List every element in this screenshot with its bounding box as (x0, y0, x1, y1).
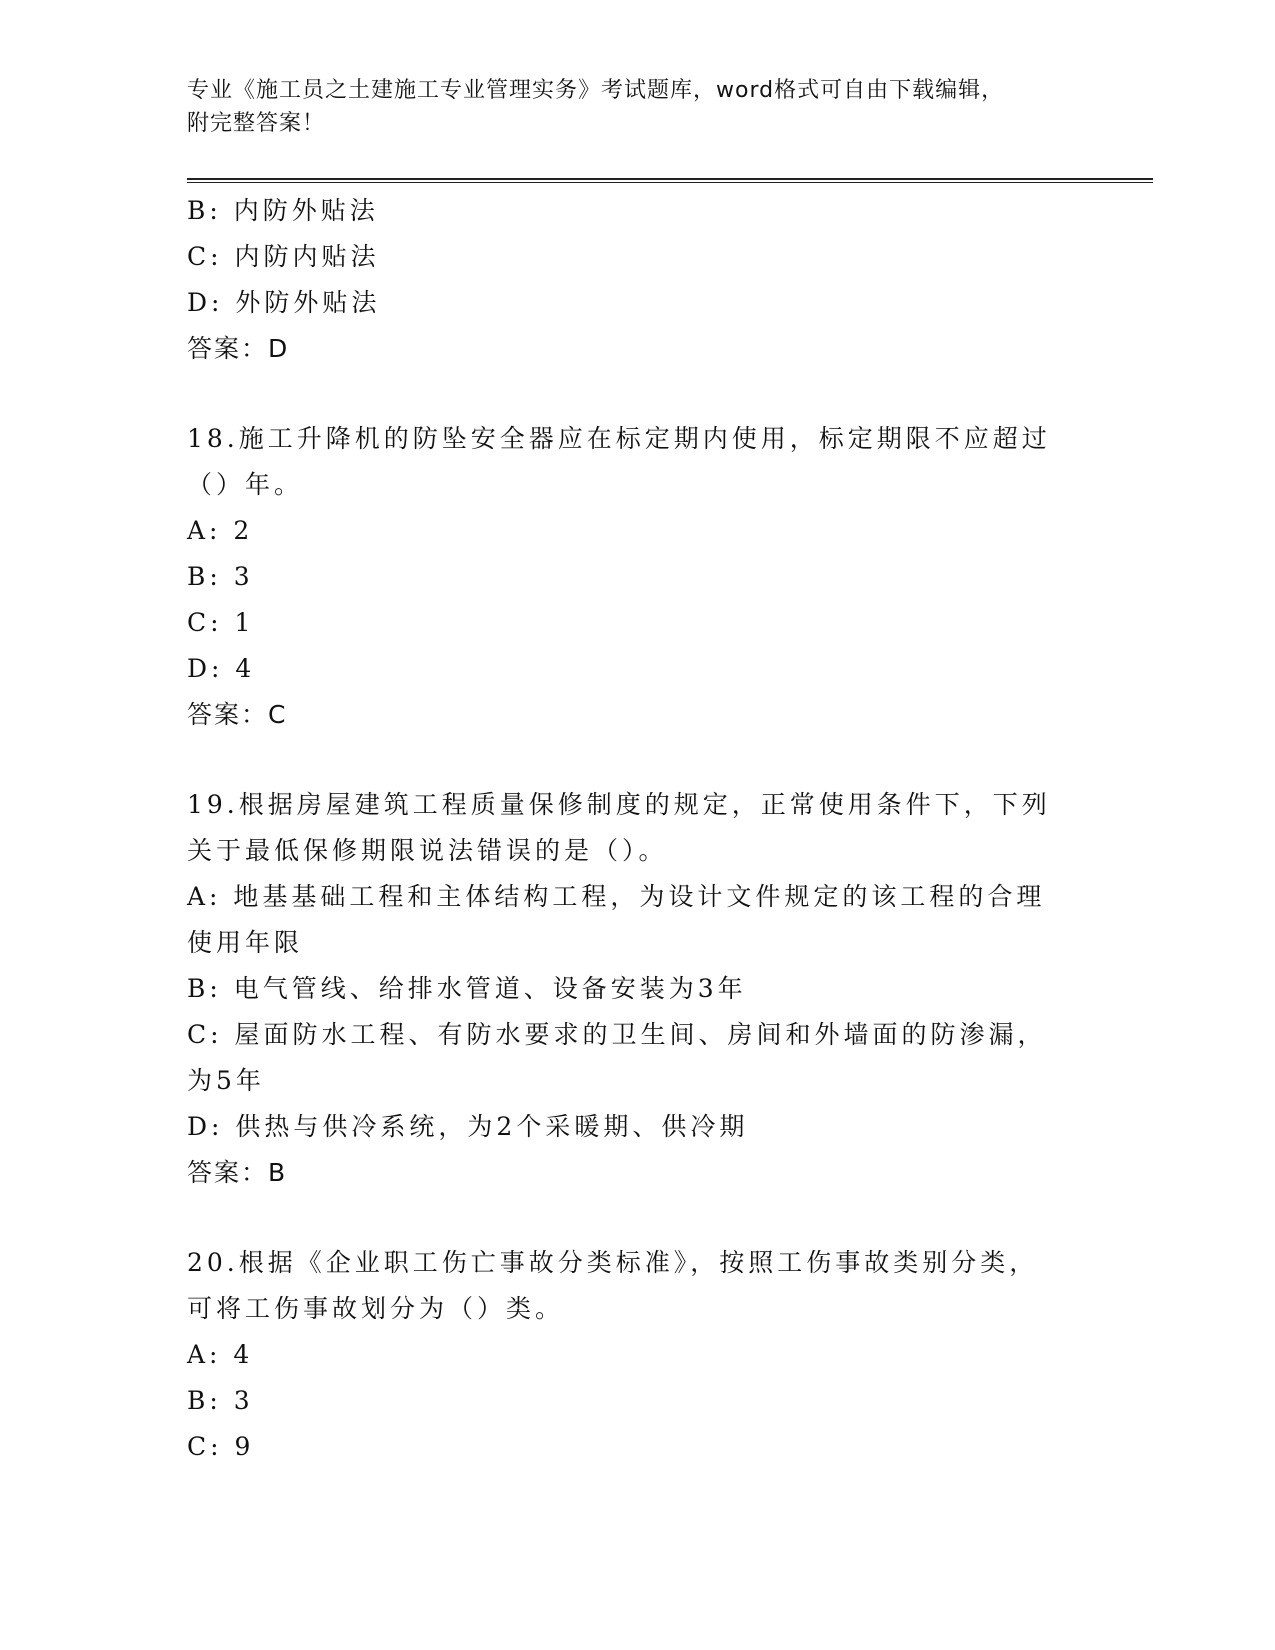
option-c: C: 屋面防水工程、有防水要求的卫生间、房间和外墙面的防渗漏，为5年 (187, 1020, 1047, 1095)
header-line-1: 专业《施工员之土建施工专业管理实务》考试题库，word格式可自由下载编辑， (187, 78, 1005, 103)
question-20-block (187, 1240, 1067, 1470)
option-c: C: 9 (187, 1432, 255, 1461)
question-text: 19.根据房屋建筑工程质量保修制度的规定，正常使用条件下，下列关于最低保修期限说法错误的是（）。 (187, 790, 1051, 865)
header-divider (187, 178, 1153, 183)
option-b: B: 电气管线、给排水管道、设备安装为3年 (187, 974, 747, 1003)
answer: 答案：C (187, 700, 288, 729)
document-body (187, 188, 1067, 1470)
option-c: C: 内防内贴法 (187, 242, 380, 271)
option-c: C: 1 (187, 608, 255, 637)
option-a: A: 2 (187, 516, 254, 545)
answer: 答案：B (187, 1158, 288, 1187)
question-text: 18.施工升降机的防坠安全器应在标定期内使用，标定期限不应超过（）年。 (187, 424, 1051, 499)
option-b: B: 3 (187, 562, 254, 591)
question-18-block (187, 416, 1067, 738)
question-17-block (187, 188, 1067, 372)
option-d: D: 4 (187, 654, 256, 683)
header-line-2: 附完整答案！ (187, 111, 326, 136)
option-a: A: 地基基础工程和主体结构工程，为设计文件规定的该工程的合理使用年限 (187, 882, 1046, 957)
option-d: D: 外防外贴法 (187, 288, 381, 317)
option-b: B: 3 (187, 1386, 254, 1415)
question-19-block (187, 782, 1067, 1196)
option-b: B: 内防外贴法 (187, 196, 379, 225)
page-header (187, 74, 1087, 140)
answer: 答案：D (187, 334, 290, 363)
option-d: D: 供热与供冷系统，为2个采暖期、供冷期 (187, 1112, 749, 1141)
option-a: A: 4 (187, 1340, 254, 1369)
question-text: 20.根据《企业职工伤亡事故分类标准》，按照工伤事故类别分类，可将工伤事故划分为（）类。 (187, 1248, 1039, 1323)
